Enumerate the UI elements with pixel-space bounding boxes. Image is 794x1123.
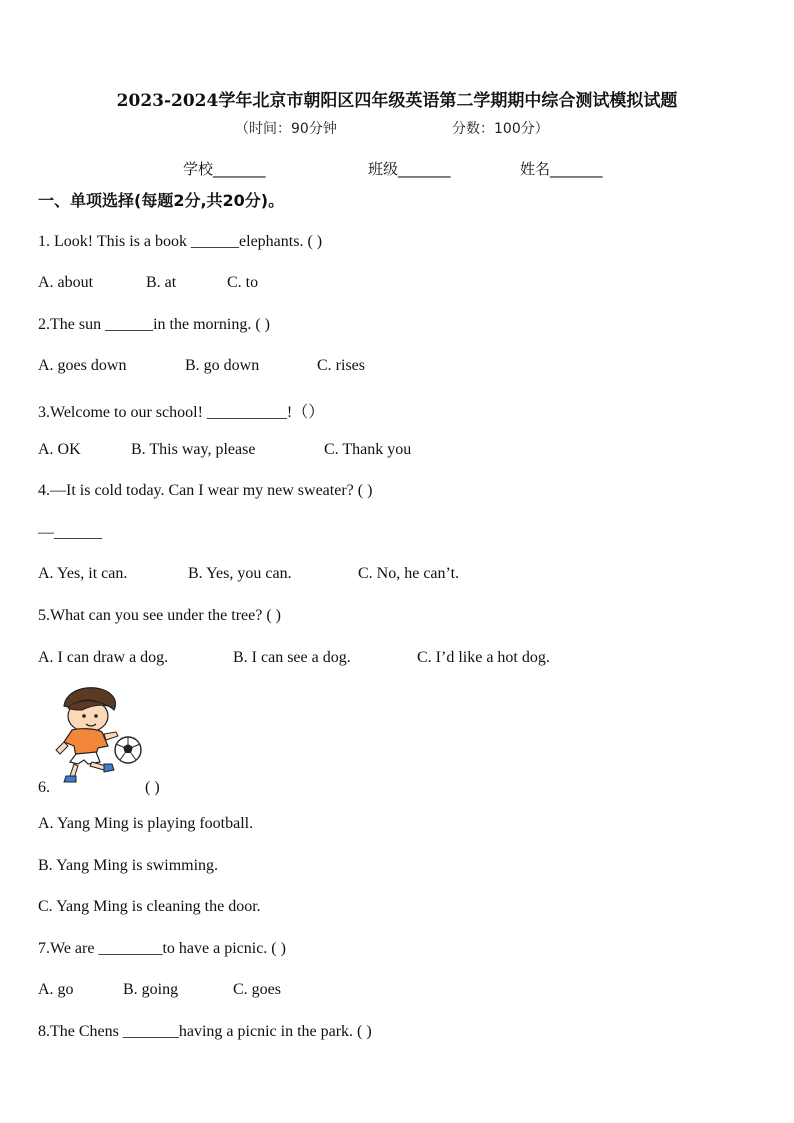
class-field[interactable]: 班级_______	[368, 160, 451, 178]
school-field[interactable]: 学校_______	[183, 160, 266, 178]
q1-option-a[interactable]: A. about	[38, 274, 94, 291]
q5-option-a[interactable]: A. I can draw a dog.	[38, 649, 169, 666]
page-title: 2023-2024学年北京市朝阳区四年级英语第二学期期中综合测试模拟试题	[116, 91, 678, 111]
question-2: 2.The sun ______in the morning. ( )	[38, 316, 270, 333]
q2-option-b[interactable]: B. go down	[185, 357, 260, 374]
q7-option-c[interactable]: C. goes	[233, 981, 281, 998]
question-4-answer-line: —______	[38, 524, 102, 541]
name-field[interactable]: 姓名_______	[520, 160, 603, 178]
q2-option-c[interactable]: C. rises	[317, 357, 365, 374]
q1-option-b[interactable]: B. at	[146, 274, 177, 291]
boy-playing-football-image	[48, 684, 144, 784]
question-6-answer-paren: ( )	[145, 779, 160, 796]
q4-option-a[interactable]: A. Yes, it can.	[38, 565, 128, 582]
q2-option-a[interactable]: A. goes down	[38, 357, 127, 374]
q7-option-a[interactable]: A. go	[38, 981, 74, 998]
q6-option-a[interactable]: A. Yang Ming is playing football.	[38, 815, 254, 832]
question-5: 5.What can you see under the tree? ( )	[38, 607, 281, 624]
q7-option-b[interactable]: B. going	[123, 981, 179, 998]
q5-option-b[interactable]: B. I can see a dog.	[233, 649, 351, 666]
question-1: 1. Look! This is a book ______elephants. ( )	[38, 233, 323, 250]
q1-option-c[interactable]: C. to	[227, 274, 259, 291]
q6-option-c[interactable]: C. Yang Ming is cleaning the door.	[38, 898, 261, 915]
q4-option-c[interactable]: C. No, he can’t.	[358, 565, 460, 582]
question-6: 6.	[38, 779, 50, 796]
q6-option-b[interactable]: B. Yang Ming is swimming.	[38, 857, 219, 874]
q4-option-b[interactable]: B. Yes, you can.	[188, 565, 292, 582]
question-4: 4.—It is cold today. Can I wear my new sweater? ( )	[38, 482, 373, 499]
question-8: 8.The Chens _______having a picnic in the park. ( )	[38, 1023, 372, 1040]
q3-option-c[interactable]: C. Thank you	[324, 441, 412, 458]
q3-option-b[interactable]: B. This way, please	[131, 441, 256, 458]
exam-time: （时间：90分钟	[235, 121, 337, 137]
section-heading: 一、单项选择(每题2分,共20分)。	[38, 191, 285, 210]
q3-option-a[interactable]: A. OK	[38, 441, 81, 458]
question-7: 7.We are ________to have a picnic. ( )	[38, 940, 286, 957]
question-3: 3.Welcome to our school! __________!（）	[38, 404, 325, 421]
exam-score: 分数：100分）	[452, 121, 549, 137]
q5-option-c[interactable]: C. I’d like a hot dog.	[417, 649, 550, 666]
